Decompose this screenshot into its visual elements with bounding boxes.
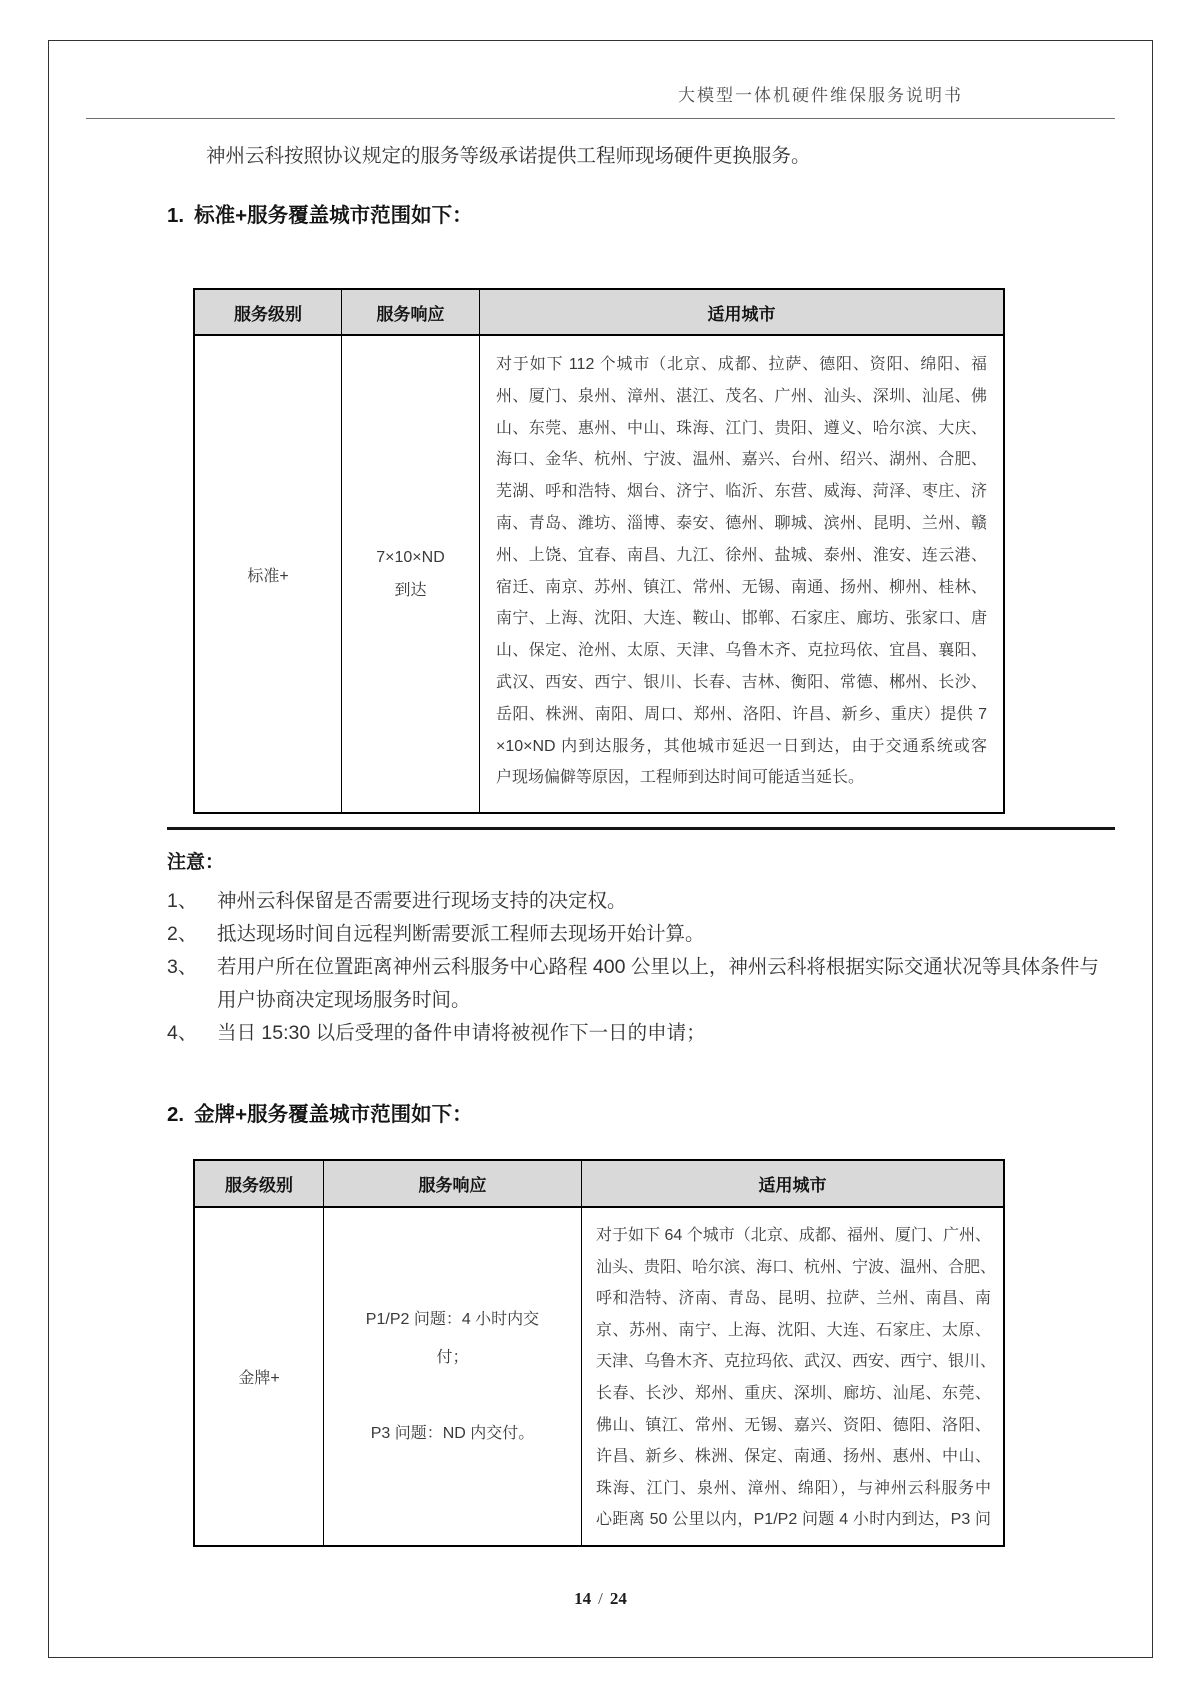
text-line: 许昌、新乡、株洲、保定、南通、扬州、惠州、中山、 [596,1448,991,1466]
text-line: P3 问题：ND 内交付。 [370,1424,535,1442]
note-text: 当日 15:30 以后受理的备件申请将被视作下一日的申请； [217,1022,706,1044]
column-header-service-response: 服务响应 [323,1161,581,1206]
text-line: P1/P2 问题：4 小时内交 [365,1310,540,1328]
note-number: 1、 [167,890,198,912]
intro-paragraph: 神州云科按照协议规定的服务等级承诺提供工程师现场硬件更换服务。 [206,145,811,167]
applicable-cities-cell [479,336,1003,812]
note-item-4 [167,1017,1115,1050]
text-line: ×10×ND 内到达服务，其他城市延迟一日到达，由于交通系统或客 [496,737,987,755]
section-divider-rule [167,827,1115,830]
standard-service-table [193,288,1005,814]
text-line: 宿迁、南京、苏州、镇江、常州、无锡、南通、扬州、柳州、桂林、 [496,578,987,596]
section-2-heading [167,1097,473,1127]
text-line: 南、青岛、潍坊、淄博、泰安、德州、聊城、滨州、昆明、兰州、赣 [496,514,987,532]
text-line: 山、东莞、惠州、中山、珠海、江门、贵阳、遵义、哈尔滨、大庆、 [496,419,987,437]
section-1-heading [167,198,473,228]
text-line: 对于如下 64 个城市（北京、成都、福州、厦门、广州、 [596,1227,991,1244]
page-number-separator: / [598,1589,603,1608]
text-line: 岳阳、株洲、南阳、周口、郑州、洛阳、许昌、新乡、重庆）提供 7 [496,705,987,723]
table-row [195,336,1003,812]
page-footer [49,1589,1152,1609]
text-line: 武汉、西安、西宁、银川、长春、吉林、衡阳、常德、郴州、长沙、 [496,673,987,691]
column-header-applicable-cities: 适用城市 [581,1161,1003,1206]
text-line: 长春、长沙、郑州、重庆、深圳、廊坊、汕尾、东莞、 [596,1384,991,1402]
cities-paragraph [496,349,987,762]
page-border [48,40,1153,1658]
cities-paragraph [596,1220,997,1536]
page-number: 14 [574,1589,592,1608]
text-line: 海口、金华、杭州、宁波、温州、嘉兴、台州、绍兴、湖州、合肥、 [496,451,987,469]
applicable-cities-cell [581,1208,1003,1545]
note-item-1 [167,885,1115,918]
section-2-number: 2. [167,1103,185,1126]
table-row [195,1208,1003,1545]
text-line: 7×10×ND [376,549,445,566]
section-1-number: 1. [167,204,185,227]
text-line: 州、上饶、宜春、南昌、九江、徐州、盐城、泰州、淮安、连云港、 [496,546,987,564]
text-line: 对于如下 112 个城市（北京、成都、拉萨、德阳、资阳、绵阳、福 [496,356,987,373]
text-line: 汕头、贵阳、哈尔滨、海口、杭州、宁波、温州、合肥、 [596,1258,997,1276]
cities-paragraph-last-line: 户现场偏僻等原因，工程师到达时间可能适当延长。 [496,769,865,787]
notes-label: 注意： [167,852,225,873]
text-line: 珠海、江门、泉州、漳州、绵阳），与神州云科服务中 [596,1479,991,1497]
note-number: 2、 [167,923,198,945]
text-line: 付； [436,1348,469,1366]
column-header-applicable-cities: 适用城市 [479,290,1003,334]
service-level-cell: 金牌+ [238,1370,280,1387]
document-header-title: 大模型一体机硬件维保服务说明书 [678,86,963,105]
note-text: 若用户所在位置距离神州云科服务中心路程 400 公里以上，神州云科将根据实际交通状况等具体条件与用户协商决定现场服务时间。 [217,956,1099,1011]
text-line: 到达 [394,582,427,599]
note-text: 神州云科保留是否需要进行现场支持的决定权。 [217,890,627,912]
service-level-cell: 标准+ [247,567,289,585]
note-item-2 [167,918,1115,951]
text-line: 心距离 50 公里以内，P1/P2 问题 4 小时内到达，P3 问 [596,1511,991,1529]
section-2-heading-text: 金牌+服务覆盖城市范围如下： [194,1103,473,1126]
service-response-cell [323,1208,581,1545]
text-line: 州、厦门、泉州、漳州、湛江、茂名、广州、汕头、深圳、汕尾、佛 [496,387,987,405]
column-header-service-level: 服务级别 [225,1176,293,1195]
service-response-cell [341,336,479,812]
note-number: 3、 [167,956,198,978]
text-line: 佛山、镇江、常州、无锡、嘉兴、资阳、德阳、洛阳、 [596,1416,991,1434]
text-line: 呼和浩特、济南、青岛、昆明、拉萨、兰州、南昌、南 [596,1290,991,1308]
text-line: 天津、乌鲁木齐、克拉玛依、武汉、西安、西宁、银川、 [596,1353,997,1371]
column-header-service-level: 服务级别 [234,304,302,324]
text-line: 山、保定、沧州、太原、天津、乌鲁木齐、克拉玛依、宜昌、襄阳、 [496,642,987,660]
text-line: 南宁、上海、沈阳、大连、鞍山、邯郸、石家庄、廊坊、张家口、唐 [496,610,987,628]
note-item-3 [167,951,1115,1017]
gold-service-table [193,1159,1005,1547]
text-line: 芜湖、呼和浩特、烟台、济宁、临沂、东营、威海、菏泽、枣庄、济 [496,483,987,501]
table-header-row [195,290,1003,336]
text-line: 京、苏州、南宁、上海、沈阳、大连、石家庄、太原、 [596,1321,991,1339]
page-total: 24 [609,1589,627,1608]
table-header-row [195,1161,1003,1208]
note-number: 4、 [167,1022,198,1044]
column-header-service-response: 服务响应 [341,290,479,334]
section-1-heading-text: 标准+服务覆盖城市范围如下： [194,204,473,227]
notes-list [167,885,1115,1050]
note-text: 抵达现场时间自远程判断需要派工程师去现场开始计算。 [217,923,705,945]
document-header [86,81,1115,119]
